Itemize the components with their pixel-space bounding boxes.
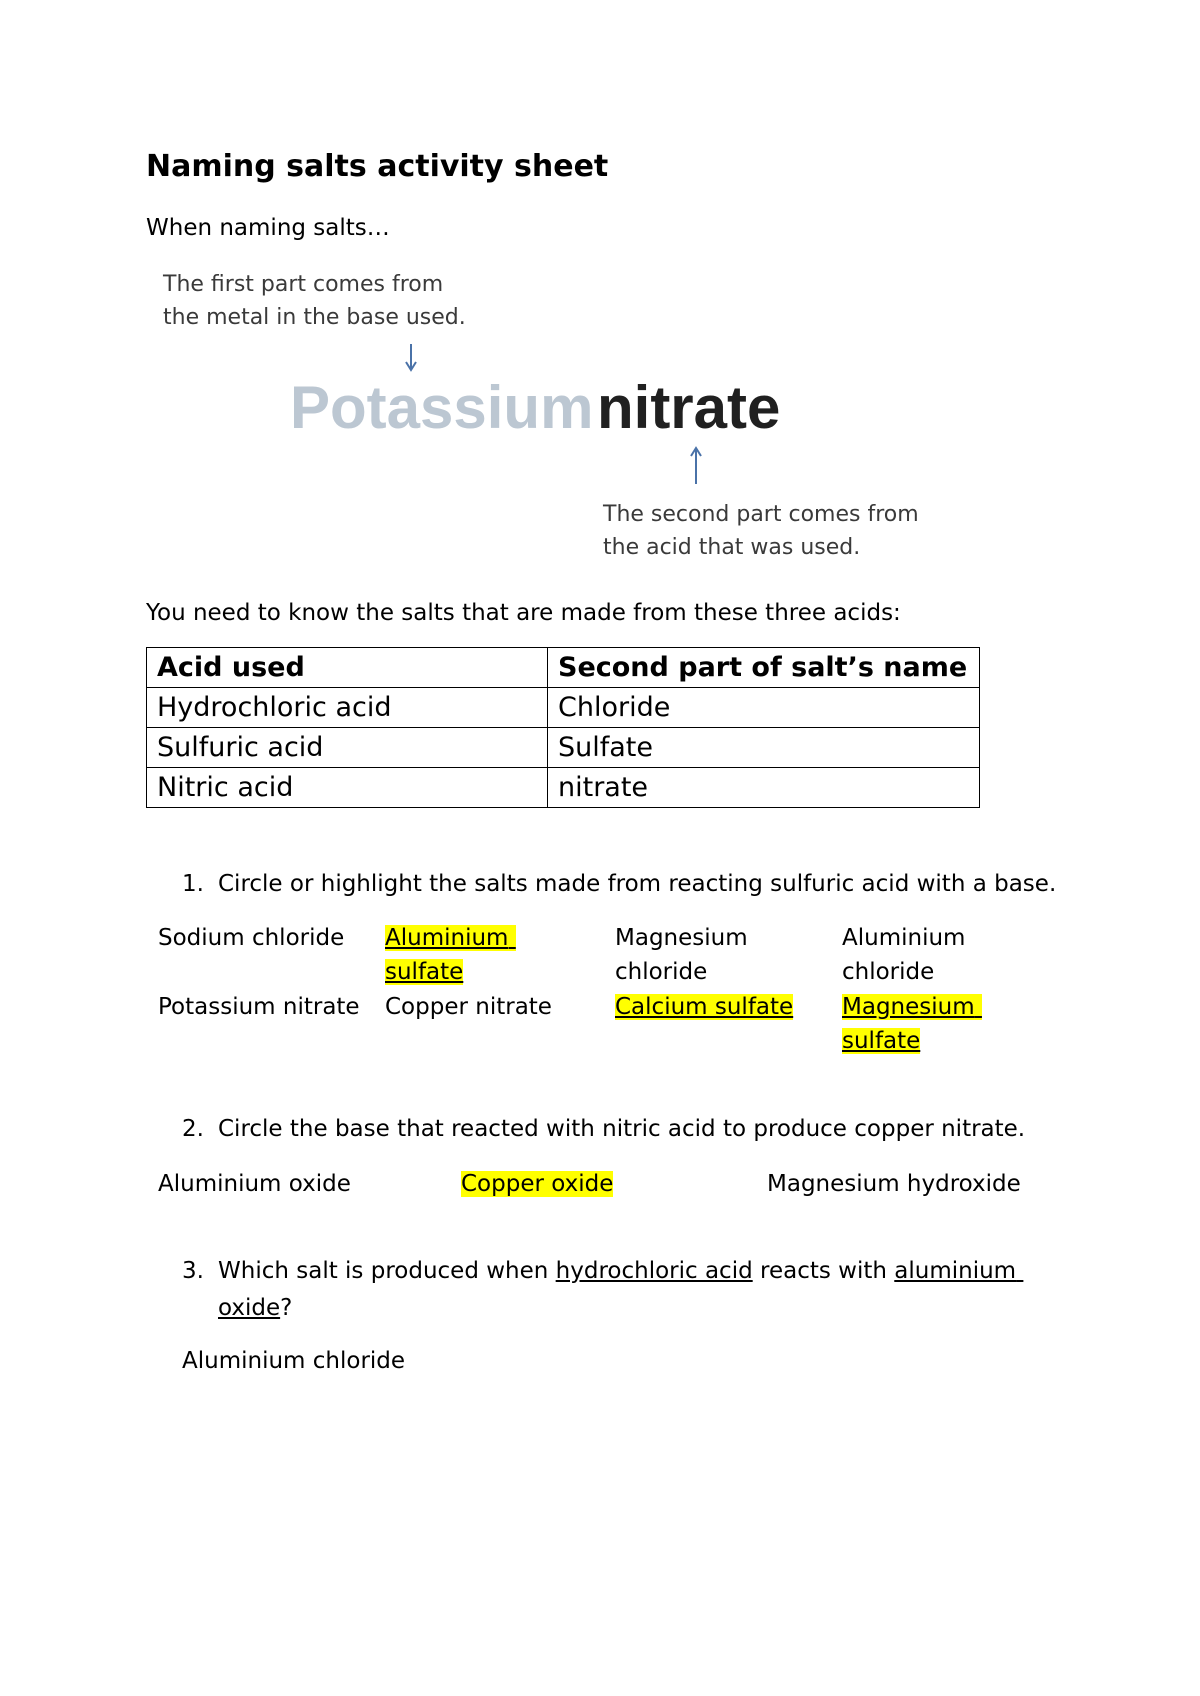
option-label: Potassium nitrate <box>158 994 360 1020</box>
question-3-text-b: reacts with <box>752 1258 895 1284</box>
option-label: Calcium sulfate <box>615 994 794 1020</box>
metal-part-word: Potassium <box>290 374 594 441</box>
question-2-number: 2. <box>182 1116 204 1142</box>
q1-option-magnesium-chloride[interactable] <box>615 921 748 989</box>
question-3-number: 3. <box>182 1258 204 1284</box>
second-part-note-line2: the acid that was used. <box>603 535 861 560</box>
q1-option-calcium-sulfate[interactable] <box>615 990 793 1024</box>
first-part-note-line2: the metal in the base used. <box>163 305 466 330</box>
table-cell: Sulfuric acid <box>147 728 548 768</box>
question-3-text <box>218 1258 1023 1284</box>
q2-option-copper-oxide[interactable] <box>461 1167 613 1201</box>
question-1-number: 1. <box>182 871 204 897</box>
q1-option-aluminium-sulfate[interactable] <box>385 921 516 989</box>
q1-option-aluminium-chloride[interactable] <box>842 921 965 989</box>
question-2-text: Circle the base that reacted with nitric acid to produce copper nitrate. <box>218 1116 1026 1142</box>
option-label-line1: Magnesium <box>615 925 748 951</box>
arrow-down-icon <box>403 342 419 374</box>
q1-option-copper-nitrate[interactable] <box>385 990 552 1024</box>
option-label: Aluminium oxide <box>158 1171 351 1197</box>
table-cell: Sulfate <box>548 728 980 768</box>
table-header-row <box>147 648 980 688</box>
header-second-part: Second part of salt’s name <box>548 648 980 688</box>
option-label-line1: Aluminium <box>385 925 509 951</box>
q1-option-sodium-chloride[interactable] <box>158 921 344 955</box>
option-label-line2: sulfate <box>842 1028 921 1054</box>
q2-option-aluminium-oxide[interactable] <box>158 1167 351 1201</box>
option-label-line1: Magnesium <box>842 994 975 1020</box>
acid-salt-table <box>146 647 980 808</box>
second-part-note <box>603 498 919 564</box>
table-cell: Nitric acid <box>147 768 548 808</box>
option-label-line1: Aluminium <box>842 925 966 951</box>
table-lead-text: You need to know the salts that are made from these three acids: <box>146 600 901 626</box>
table-row <box>147 688 980 728</box>
option-label-line2: chloride <box>615 959 708 985</box>
page-title: Naming salts activity sheet <box>146 149 609 184</box>
second-part-note-line1: The second part comes from <box>603 502 919 527</box>
question-3-answer: Aluminium chloride <box>182 1348 406 1374</box>
acid-part-word: nitrate <box>597 374 781 441</box>
q2-option-magnesium-hydroxide[interactable] <box>767 1167 1021 1201</box>
q1-option-potassium-nitrate[interactable] <box>158 990 360 1024</box>
table-cell: Chloride <box>548 688 980 728</box>
header-acid-used: Acid used <box>147 648 548 688</box>
intro-text: When naming salts… <box>146 215 390 241</box>
question-3-end: ? <box>280 1295 293 1321</box>
question-3-base-line1: aluminium <box>894 1258 1017 1284</box>
table-cell: nitrate <box>548 768 980 808</box>
table-row <box>147 728 980 768</box>
question-1-text: Circle or highlight the salts made from reacting sulfuric acid with a base. <box>218 871 1057 897</box>
first-part-note-line1: The first part comes from <box>163 272 444 297</box>
option-label: Sodium chloride <box>158 925 345 951</box>
option-label-line2: chloride <box>842 959 935 985</box>
question-3-acid: hydrochloric acid <box>555 1258 753 1284</box>
question-3-text-a: Which salt is produced when <box>218 1258 556 1284</box>
arrow-up-icon <box>688 446 704 486</box>
option-label-line2: sulfate <box>385 959 464 985</box>
question-3-text-line2 <box>218 1295 292 1321</box>
table-cell: Hydrochloric acid <box>147 688 548 728</box>
option-label: Magnesium hydroxide <box>767 1171 1021 1197</box>
table-row <box>147 768 980 808</box>
first-part-note <box>163 268 466 334</box>
option-label: Copper nitrate <box>385 994 552 1020</box>
question-3-base-line2: oxide <box>218 1295 281 1321</box>
q1-option-magnesium-sulfate[interactable] <box>842 990 982 1058</box>
option-label: Copper oxide <box>461 1171 614 1197</box>
